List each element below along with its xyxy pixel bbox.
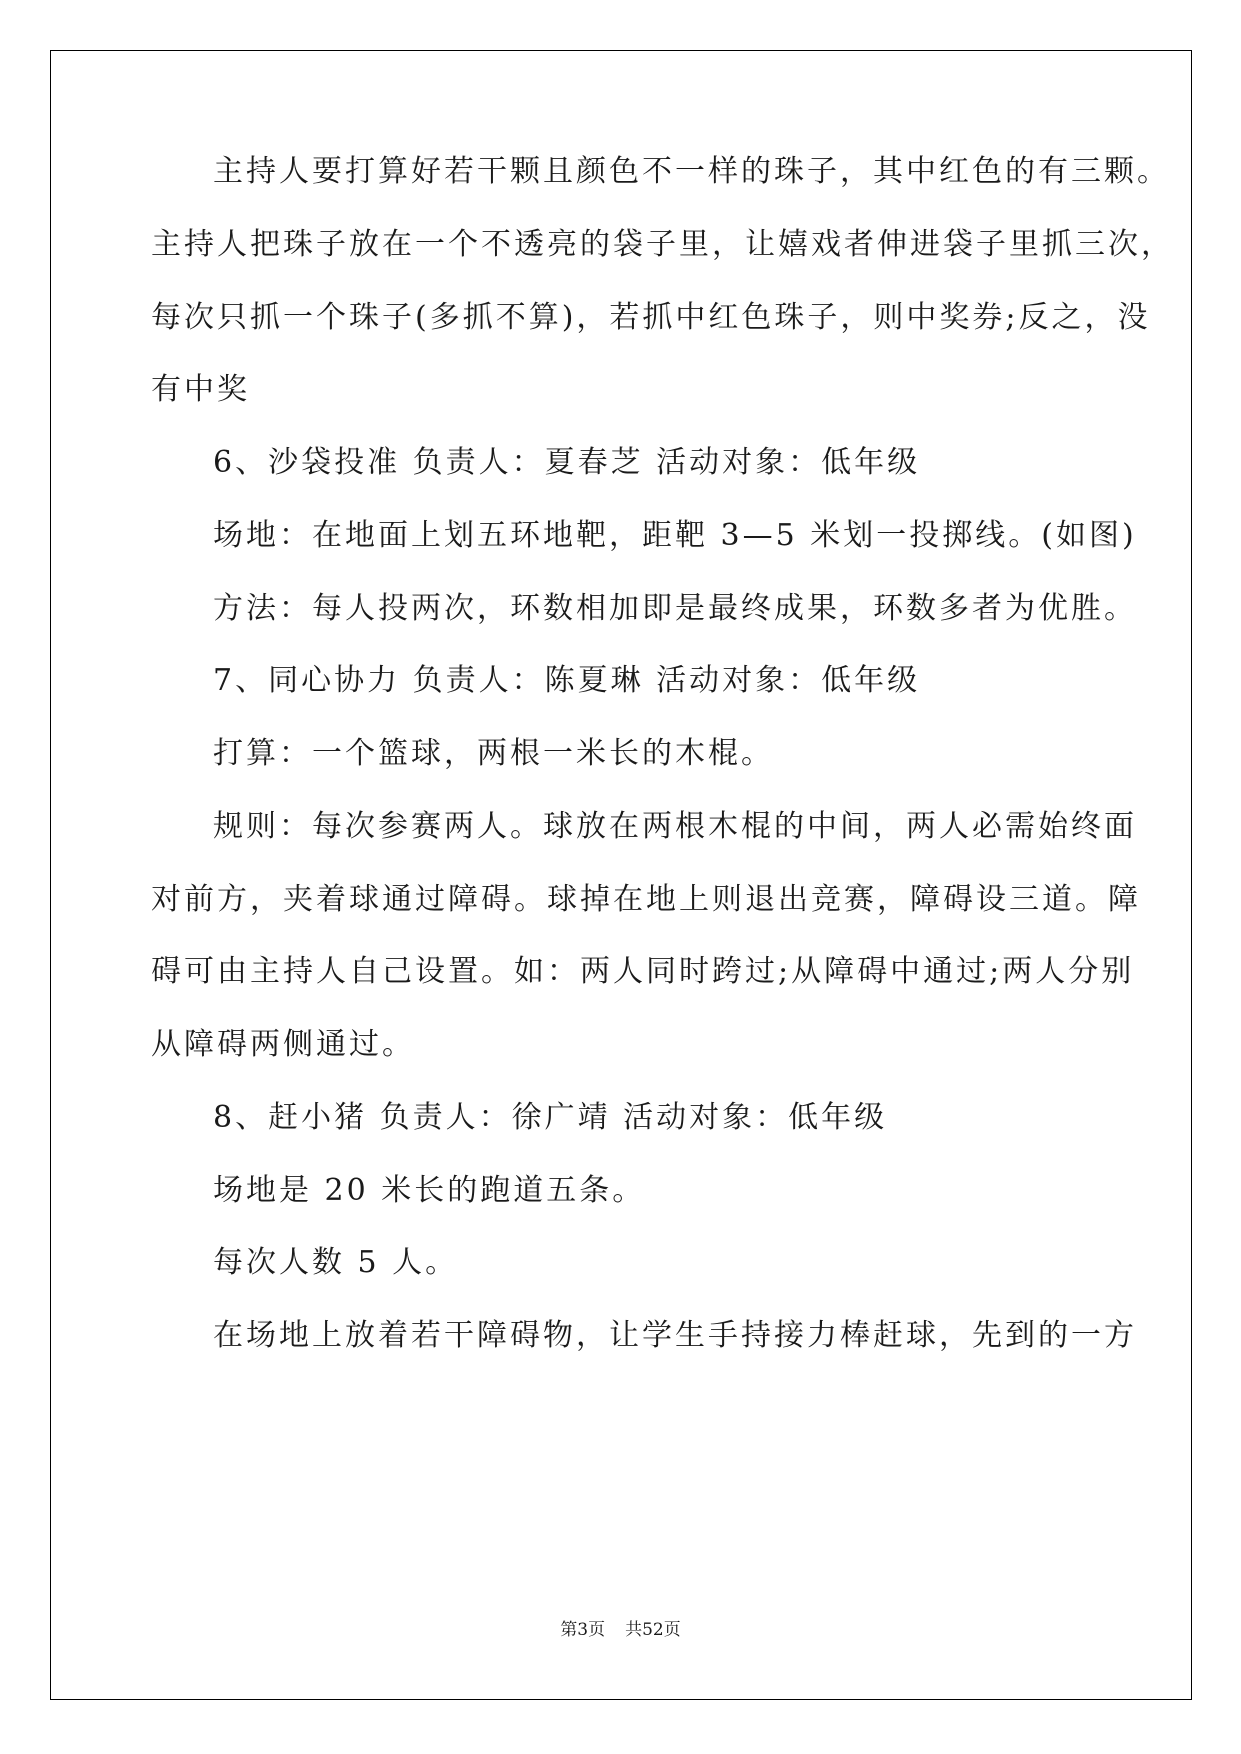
text-line: 从障碍两侧通过。 — [151, 1027, 415, 1062]
text-line: 主持人要打算好若干颗且颜色不一样的珠子，其中红色的有三颗。 — [213, 154, 1170, 189]
page-number: 第3页 — [560, 1620, 606, 1640]
text-line: 有中奖 — [151, 372, 250, 407]
text-line: 碍可由主持人自己设置。如：两人同时跨过;从障碍中通过;两人分别 — [151, 954, 1135, 989]
text-line: 方法：每人投两次，环数相加即是最终成果，环数多者为优胜。 — [213, 591, 1137, 626]
text-line: 打算：一个篮球，两根一米长的木棍。 — [213, 736, 774, 771]
text-line: 主持人把珠子放在一个不透亮的袋子里，让嬉戏者伸进袋子里抓三次， — [151, 227, 1174, 262]
section-heading: 8、赶小猪 负责人：徐广靖 活动对象：低年级 — [213, 1100, 888, 1135]
text-line: 场地是 20 米长的跑道五条。 — [213, 1173, 646, 1208]
text-line: 每次人数 5 人。 — [213, 1245, 459, 1280]
page-total: 共52页 — [625, 1620, 681, 1640]
text-line: 在场地上放着若干障碍物，让学生手持接力棒赶球，先到的一方 — [213, 1318, 1137, 1353]
text-line: 每次只抓一个珠子(多抓不算)，若抓中红色珠子，则中奖券;反之，没 — [151, 300, 1151, 335]
text-line: 规则：每次参赛两人。球放在两根木棍的中间，两人必需始终面 — [213, 809, 1137, 844]
page-footer — [0, 1618, 1241, 1642]
section-heading: 6、沙袋投准 负责人：夏春芝 活动对象：低年级 — [213, 445, 921, 480]
section-heading: 7、同心协力 负责人：陈夏琳 活动对象：低年级 — [213, 663, 921, 698]
text-line: 场地：在地面上划五环地靶，距靶 3—5 米划一投掷线。(如图) — [213, 518, 1137, 553]
text-line: 对前方，夹着球通过障碍。球掉在地上则退出竞赛，障碍设三道。障 — [151, 882, 1141, 917]
